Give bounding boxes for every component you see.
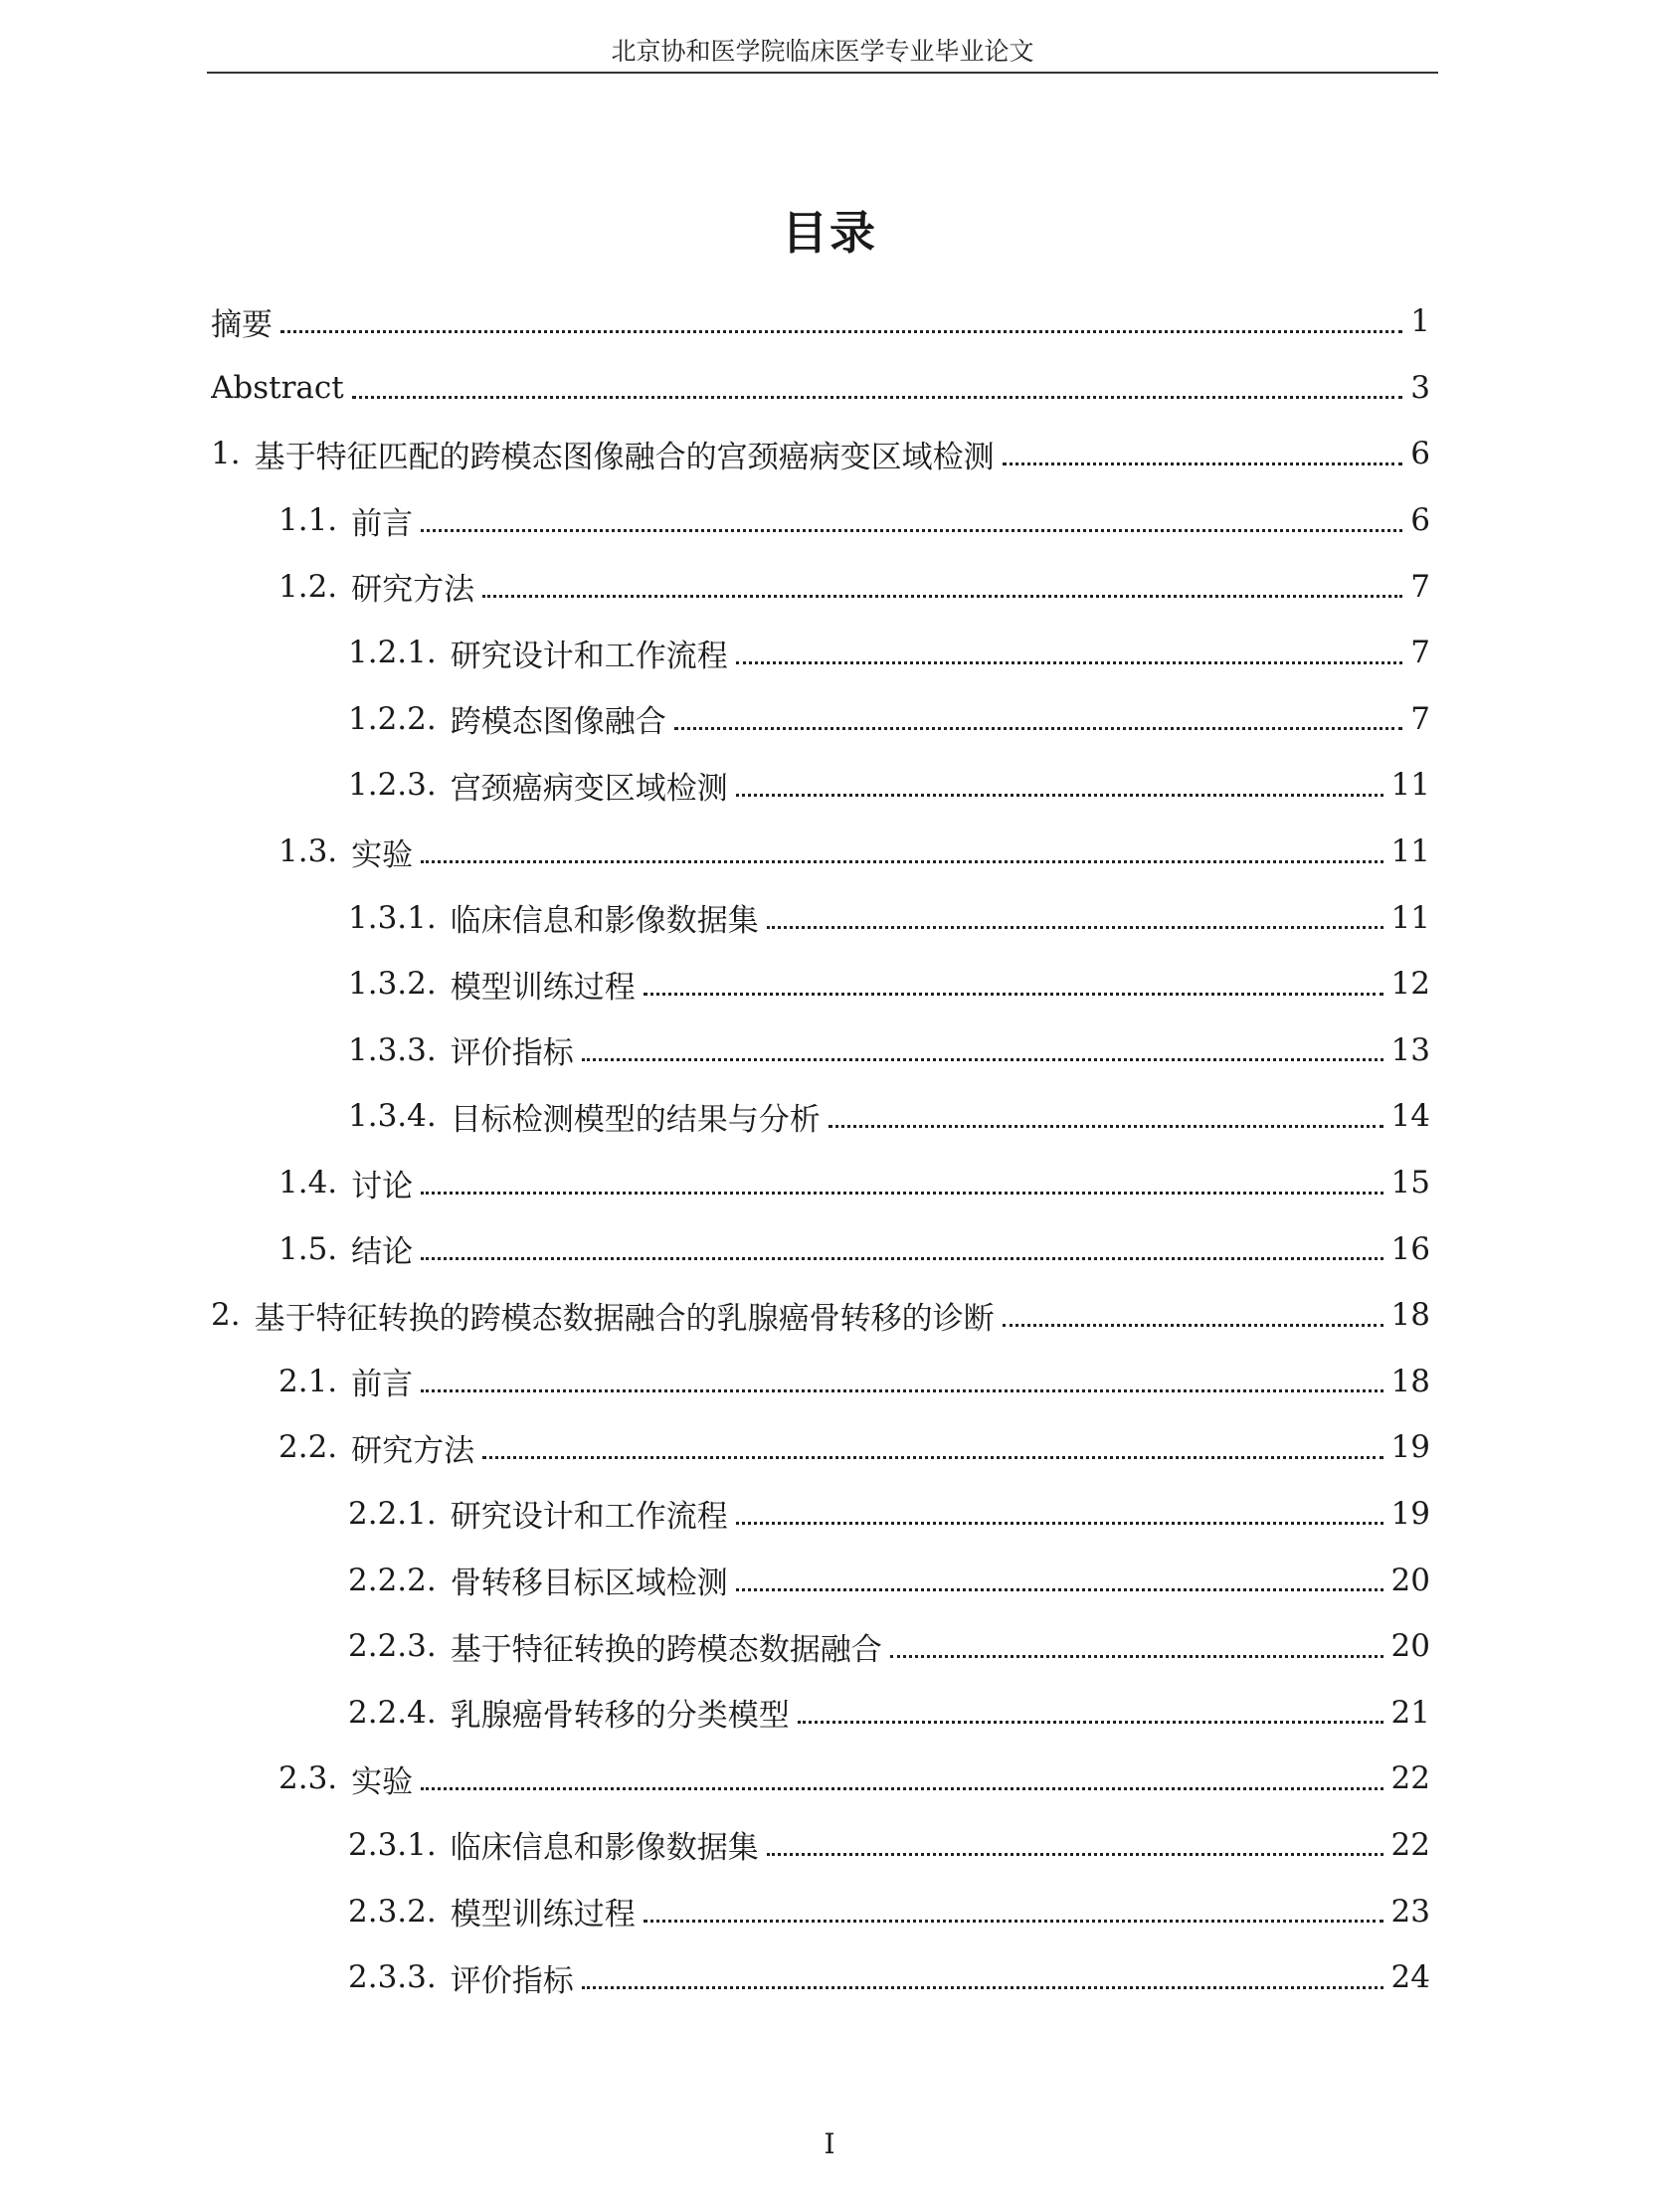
toc-dot-leader [421, 529, 1402, 532]
toc-entry-title: 研究设计和工作流程 [450, 1499, 728, 1536]
toc-entry-page: 19 [1390, 1495, 1430, 1532]
toc-entry-title: 宫颈癌病变区域检测 [450, 770, 728, 807]
toc-entry[interactable] [211, 1613, 1430, 1680]
toc-entry-page: 13 [1390, 1031, 1430, 1068]
toc-entry-number: 2.1. [278, 1363, 338, 1399]
toc-entry[interactable] [211, 951, 1430, 1017]
toc-dot-leader [829, 1125, 1383, 1128]
toc-entry-page: 19 [1390, 1429, 1430, 1466]
toc-dot-leader [767, 1853, 1383, 1856]
toc-entry[interactable] [211, 819, 1430, 885]
toc-entry-number: 2. [211, 1297, 241, 1334]
toc-entry-title: 乳腺癌骨转移的分类模型 [450, 1698, 790, 1735]
toc-entry-number: 1.2.3. [348, 767, 437, 804]
toc-entry[interactable] [211, 1746, 1430, 1812]
toc-dot-leader [736, 1522, 1383, 1525]
toc-dot-leader [736, 794, 1383, 797]
toc-dot-leader [644, 993, 1383, 996]
toc-entry[interactable] [211, 1481, 1430, 1548]
toc-entry-number: 1.4. [278, 1165, 338, 1201]
toc-dot-leader [352, 396, 1403, 399]
toc-entry-page: 18 [1390, 1363, 1430, 1399]
toc-entry-title: 模型训练过程 [450, 969, 636, 1006]
toc-entry-page: 14 [1390, 1098, 1430, 1135]
page-number: I [824, 2127, 835, 2160]
toc-entry-number: 2.3. [278, 1760, 338, 1797]
toc-entry-title: 研究方法 [351, 572, 475, 609]
toc-entry-title: 目标检测模型的结果与分析 [450, 1101, 821, 1138]
toc-dot-leader [1003, 1324, 1383, 1327]
toc-dot-leader [674, 727, 1403, 730]
toc-entry-number: 1.3.1. [348, 899, 437, 936]
page-title: 目录 [782, 206, 877, 260]
toc-entry-page: 24 [1390, 1959, 1430, 1996]
toc-dot-leader [482, 595, 1402, 598]
toc-entry[interactable] [211, 1414, 1430, 1481]
toc-entry-page: 11 [1390, 833, 1430, 870]
toc-entry[interactable] [211, 1944, 1430, 2011]
toc-dot-leader [890, 1655, 1383, 1658]
toc-entry-title: 实验 [351, 836, 414, 873]
toc-entry-page: 7 [1410, 568, 1430, 605]
toc-dot-leader [421, 1257, 1382, 1260]
toc-entry[interactable] [211, 620, 1430, 686]
toc-entry-number: 1. [211, 436, 241, 472]
toc-entry-number: 1.2.1. [348, 635, 437, 671]
toc-entry-title: 基于特征匹配的跨模态图像融合的宫颈癌病变区域检测 [254, 439, 995, 475]
toc-dot-leader [767, 926, 1383, 929]
toc-entry-page: 1 [1410, 303, 1430, 340]
toc-entry-title: 研究设计和工作流程 [450, 638, 728, 674]
toc-entry-number: 2.2.2. [348, 1562, 437, 1598]
toc-entry-number: 2.3.1. [348, 1826, 437, 1863]
toc-entry[interactable] [211, 1017, 1430, 1084]
toc-entry-page: 22 [1390, 1826, 1430, 1863]
toc-dot-leader [582, 1986, 1383, 1989]
toc-entry-title: 模型训练过程 [450, 1897, 636, 1934]
toc-entry-number: 2.2.4. [348, 1694, 437, 1731]
toc-entry-title: 跨模态图像融合 [450, 704, 666, 741]
toc-dot-leader [421, 860, 1382, 863]
toc-dot-leader [582, 1058, 1383, 1061]
table-of-contents [211, 288, 1430, 2010]
toc-entry[interactable] [211, 1150, 1430, 1216]
toc-entry-number: 1.3. [278, 833, 338, 870]
toc-entry[interactable] [211, 1679, 1430, 1746]
header-rule [207, 72, 1438, 74]
toc-dot-leader [736, 1588, 1383, 1591]
toc-entry-number: 1.5. [278, 1230, 338, 1267]
toc-entry[interactable] [211, 1349, 1430, 1415]
toc-entry[interactable] [211, 1878, 1430, 1944]
toc-entry[interactable] [211, 1547, 1430, 1613]
toc-entry-page: 12 [1390, 966, 1430, 1003]
toc-entry-title: 前言 [351, 505, 414, 542]
toc-dot-leader [736, 661, 1403, 664]
toc-entry-number: 1.1. [278, 502, 338, 539]
toc-entry[interactable] [211, 288, 1430, 355]
toc-entry-number: 2.2. [278, 1429, 338, 1466]
toc-dot-leader [644, 1920, 1383, 1923]
toc-entry[interactable] [211, 1215, 1430, 1282]
toc-entry-title: Abstract [211, 369, 344, 406]
toc-entry-number: 2.2.1. [348, 1495, 437, 1532]
toc-entry-page: 6 [1410, 502, 1430, 539]
toc-entry[interactable] [211, 1083, 1430, 1150]
toc-entry[interactable] [211, 421, 1430, 487]
toc-entry[interactable] [211, 752, 1430, 819]
toc-entry[interactable] [211, 884, 1430, 951]
toc-entry[interactable] [211, 355, 1430, 422]
toc-entry-title: 基于特征转换的跨模态数据融合的乳腺癌骨转移的诊断 [254, 1300, 995, 1337]
toc-entry-title: 评价指标 [450, 1035, 574, 1072]
toc-dot-leader [421, 1192, 1382, 1195]
toc-entry-number: 1.3.4. [348, 1098, 437, 1135]
toc-entry[interactable] [211, 487, 1430, 554]
toc-entry-page: 7 [1410, 700, 1430, 737]
toc-dot-leader [280, 330, 1402, 333]
toc-entry[interactable] [211, 686, 1430, 753]
toc-entry-title: 实验 [351, 1763, 414, 1800]
toc-entry-number: 2.2.3. [348, 1628, 437, 1665]
toc-entry-page: 11 [1390, 899, 1430, 936]
toc-entry[interactable] [211, 1282, 1430, 1349]
toc-entry-title: 讨论 [351, 1168, 414, 1204]
toc-entry-page: 16 [1390, 1230, 1430, 1267]
toc-entry-page: 20 [1390, 1562, 1430, 1598]
toc-entry-page: 15 [1390, 1165, 1430, 1201]
toc-entry-title: 基于特征转换的跨模态数据融合 [450, 1631, 882, 1668]
toc-entry-title: 临床信息和影像数据集 [450, 903, 759, 940]
toc-entry-number: 2.3.3. [348, 1959, 437, 1996]
toc-entry-title: 评价指标 [450, 1962, 574, 1999]
toc-dot-leader [421, 1787, 1382, 1790]
toc-entry-page: 7 [1410, 635, 1430, 671]
toc-entry[interactable] [211, 553, 1430, 620]
toc-entry-number: 1.2. [278, 568, 338, 605]
toc-entry-page: 23 [1390, 1893, 1430, 1930]
toc-entry-page: 20 [1390, 1628, 1430, 1665]
toc-entry-page: 11 [1390, 767, 1430, 804]
toc-entry-page: 6 [1410, 436, 1430, 472]
toc-dot-leader [421, 1389, 1382, 1392]
toc-entry-page: 22 [1390, 1760, 1430, 1797]
toc-entry-title: 结论 [351, 1234, 414, 1271]
toc-entry-title: 研究方法 [351, 1432, 475, 1469]
toc-entry-title: 骨转移目标区域检测 [450, 1566, 728, 1602]
toc-dot-leader [798, 1721, 1383, 1724]
toc-entry-page: 18 [1390, 1297, 1430, 1334]
toc-entry-page: 21 [1390, 1694, 1430, 1731]
toc-entry-number: 1.3.2. [348, 966, 437, 1003]
toc-entry[interactable] [211, 1812, 1430, 1879]
toc-entry-page: 3 [1410, 369, 1430, 406]
toc-dot-leader [1003, 462, 1403, 465]
toc-entry-number: 1.3.3. [348, 1031, 437, 1068]
toc-entry-number: 2.3.2. [348, 1893, 437, 1930]
toc-entry-number: 1.2.2. [348, 700, 437, 737]
toc-dot-leader [482, 1456, 1382, 1459]
toc-entry-title: 前言 [351, 1367, 414, 1403]
toc-entry-title: 摘要 [211, 306, 273, 343]
running-header: 北京协和医学院临床医学专业毕业论文 [611, 37, 1034, 66]
toc-entry-title: 临床信息和影像数据集 [450, 1830, 759, 1867]
